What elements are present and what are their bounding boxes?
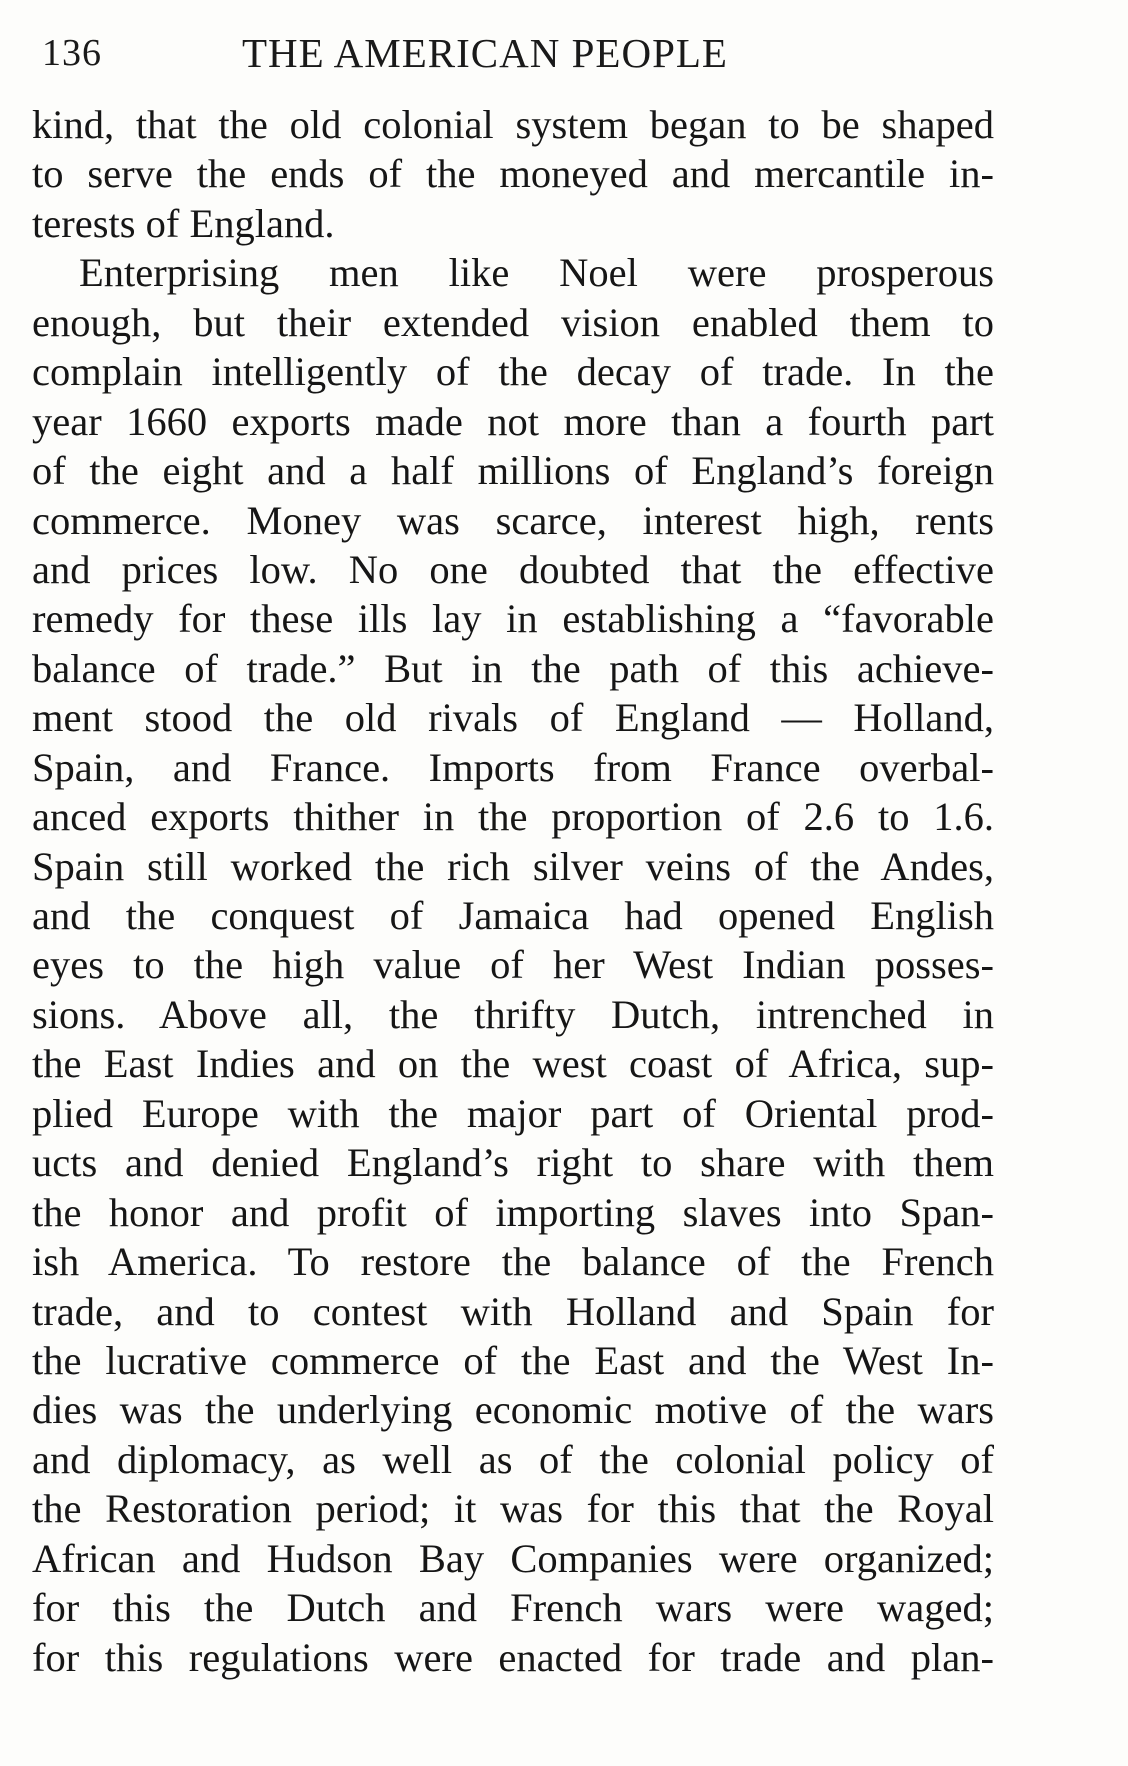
text-line: terests of England. [32,200,335,246]
page-number: 136 [42,32,102,74]
text-line: dies was the underlying economic motive of the wars [32,1387,994,1433]
text-line: enough, but their extended vision enabled them to [32,299,994,345]
text-line: and prices low. No one doubted that the effective [32,546,994,592]
text-line: the honor and profit of importing slaves into Span- [32,1189,994,1235]
text-line: Spain still worked the rich silver veins of the Andes, [32,843,994,889]
text-line: ment stood the old rivals of England — Holland, [32,695,994,741]
text-line: year 1660 exports made not more than a fourth part [32,398,994,444]
text-line: and the conquest of Jamaica had opened English [32,893,994,938]
text-line: the East Indies and on the west coast of Africa, sup- [32,1041,994,1087]
text-line: for this regulations were enacted for trade and plan- [32,1634,994,1680]
text-line: eyes to the high value of her West Indian posses- [32,942,994,988]
text-line: the lucrative commerce of the East and the West In- [32,1337,994,1383]
text-line: balance of trade.” But in the path of this achieve- [32,645,994,691]
text-line: anced exports thither in the proportion of 2.6 to 1.6. [32,794,994,840]
text-line: sions. Above all, the thrifty Dutch, intrenched in [32,991,994,1037]
text-line: complain intelligently of the decay of trade. In the [32,349,994,395]
text-line: for this the Dutch and French wars were waged; [32,1585,994,1631]
text-line: of the eight and a half millions of England’s foreign [32,448,994,494]
text-line: African and Hudson Bay Companies were organized; [32,1535,994,1581]
running-head: THE AMERICAN PEOPLE [242,30,728,76]
text-line: trade, and to contest with Holland and Spain for [32,1288,994,1334]
text-line: to serve the ends of the moneyed and mercantile in- [32,151,994,197]
text-line: kind, that the old colonial system began to be shaped [32,102,994,147]
page-header [42,28,1002,88]
text-line: plied Europe with the major part of Oriental prod- [32,1090,994,1136]
text-line: ucts and denied England’s right to share with them [32,1140,994,1186]
paragraph-start-line: Enterprising men like Noel were prosperous [79,250,994,296]
text-line: and diplomacy, as well as of the colonial policy of [32,1436,994,1482]
text-line: remedy for these ills lay in establishing a “favorable [32,596,994,642]
body-text [32,100,994,1682]
text-line: commerce. Money was scarce, interest high, rents [32,497,994,543]
text-line: ish America. To restore the balance of the French [32,1239,994,1285]
text-line: Spain, and France. Imports from France overbal- [32,744,994,790]
text-line: the Restoration period; it was for this that the Royal [32,1486,994,1532]
